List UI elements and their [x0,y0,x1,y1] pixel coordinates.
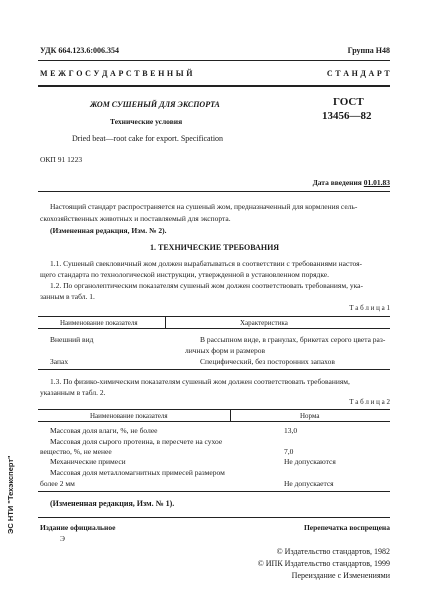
table2-row4-name-l2: более 2 мм [40,479,75,488]
document-title-en: Dried beat—root cake for export. Specification [72,134,224,143]
udk-code: УДК 664.123.6:006.354 [40,46,120,55]
intro-revision: (Измененная редакция, Изм. № 2). [50,226,167,235]
table2-row4-value: Не допускается [284,479,334,488]
table2-header-rule [38,421,390,422]
table2-caption: Т а б л и ц а 2 [349,398,390,406]
standard-label: С Т А Н Д А Р Т [326,69,390,78]
p12-line-1: 1.2. По органолептическим показателям сушеный жом должен соответствовать требованиям, ука- [50,281,363,290]
table1-header-name: Наименование показателя [60,319,138,327]
intro-line-2: скохозяйственных животных и поставляемый для экспорта. [40,214,231,223]
table2-header-value: Норма [300,412,320,420]
interstate-label: М Е Ж Г О С У Д А Р С Т В Е Н Н Ы Й [40,69,193,78]
table1-bottom-rule [38,369,390,370]
table2-row1-value: 13,0 [284,426,298,435]
reprint-notice: Перепечатка воспрещена [303,523,390,532]
footer-divider [38,517,390,518]
table1-row2-value: Специфический, без посторонних запахов [200,357,335,366]
table2-revision: (Измененная редакция, Изм. № 1). [50,499,175,508]
table2-row4-name-l1: Массовая доля металломагнитных примесей размером [50,468,225,477]
table1-row1-name: Внешний вид [50,335,94,344]
document-subtitle: Технические условия [110,117,183,126]
table2-header-name: Наименование показателя [90,412,168,420]
gost-number: 13456—82 [322,110,372,122]
copyright-1982: © Издательство стандартов, 1982 [276,547,390,556]
table1-header-rule [38,328,390,329]
intro-line-1: Настоящий стандарт распространяется на сушеный жом, предназначенный для кормления сель- [50,202,358,211]
okp-code: ОКП 91 1223 [40,155,83,164]
p11-line-2: щего стандарта по технологической инструкции, утвержденной в установленном порядке. [40,270,330,279]
p13-line-2: указанным в табл. 2. [40,388,106,397]
document-title: ЖОМ СУШЕНЫЙ ДЛЯ ЭКСПОРТА [90,100,220,109]
table2-header-divider [230,409,231,421]
section-heading: 1. ТЕХНИЧЕСКИЕ ТРЕБОВАНИЯ [150,243,280,252]
table1-row2-name: Запах [50,357,69,366]
table2-row2-name-l2: вещество, %, не менее [40,447,112,456]
table1-row1-value-l1: В рассыпном виде, в гранулах, брикетах серого цвета раз- [200,335,386,344]
p12-line-2: занным в табл. 1. [40,292,95,301]
official-edition: Издание официальное [40,523,116,532]
intro-date-label: Дата введения [312,178,362,187]
reissue-note: Переиздание с Изменениями [291,571,390,580]
table2-row1-name: Массовая доля влаги, %, не более [50,426,158,435]
table2-bottom-rule [38,491,390,492]
table2-row3-name: Механические примеси [50,457,126,466]
table1-header-divider [165,316,166,328]
table1-header-value: Характеристика [240,319,288,327]
intro-date-value: 01.01.83 [363,178,390,187]
table2-row2-name-l1: Массовая доля сырого протеина, в пересчете на сухое [50,437,223,446]
group-code: Группа Н48 [347,46,390,55]
table2-row3-value: Не допускаются [284,457,336,466]
intro-date [313,178,390,187]
gost-label: ГОСТ [333,96,364,108]
edition-mark: Э [60,534,65,543]
header-divider-top [38,60,390,61]
table1-top-rule [38,316,390,317]
copyright-1999: © ИПК Издательство стандартов, 1999 [257,559,390,568]
p13-line-1: 1.3. По физико-химическим показателям сушеный жом должен соответствовать требованиям, [50,377,350,386]
table1-row1-value-l2: личных форм и размеров [185,346,266,355]
table1-caption: Т а б л и ц а 1 [349,304,390,312]
table2-top-rule [38,409,390,410]
table2-row2-value: 7,0 [284,447,294,456]
header-divider-bottom [38,85,390,87]
date-divider [38,191,390,192]
side-stamp: ЭС НТИ "Техэксперт" [6,455,15,534]
p11-line-1: 1.1. Сушеный свекловичный жом должен вырабатываться в соответствии с требованиями настоя- [50,259,363,268]
